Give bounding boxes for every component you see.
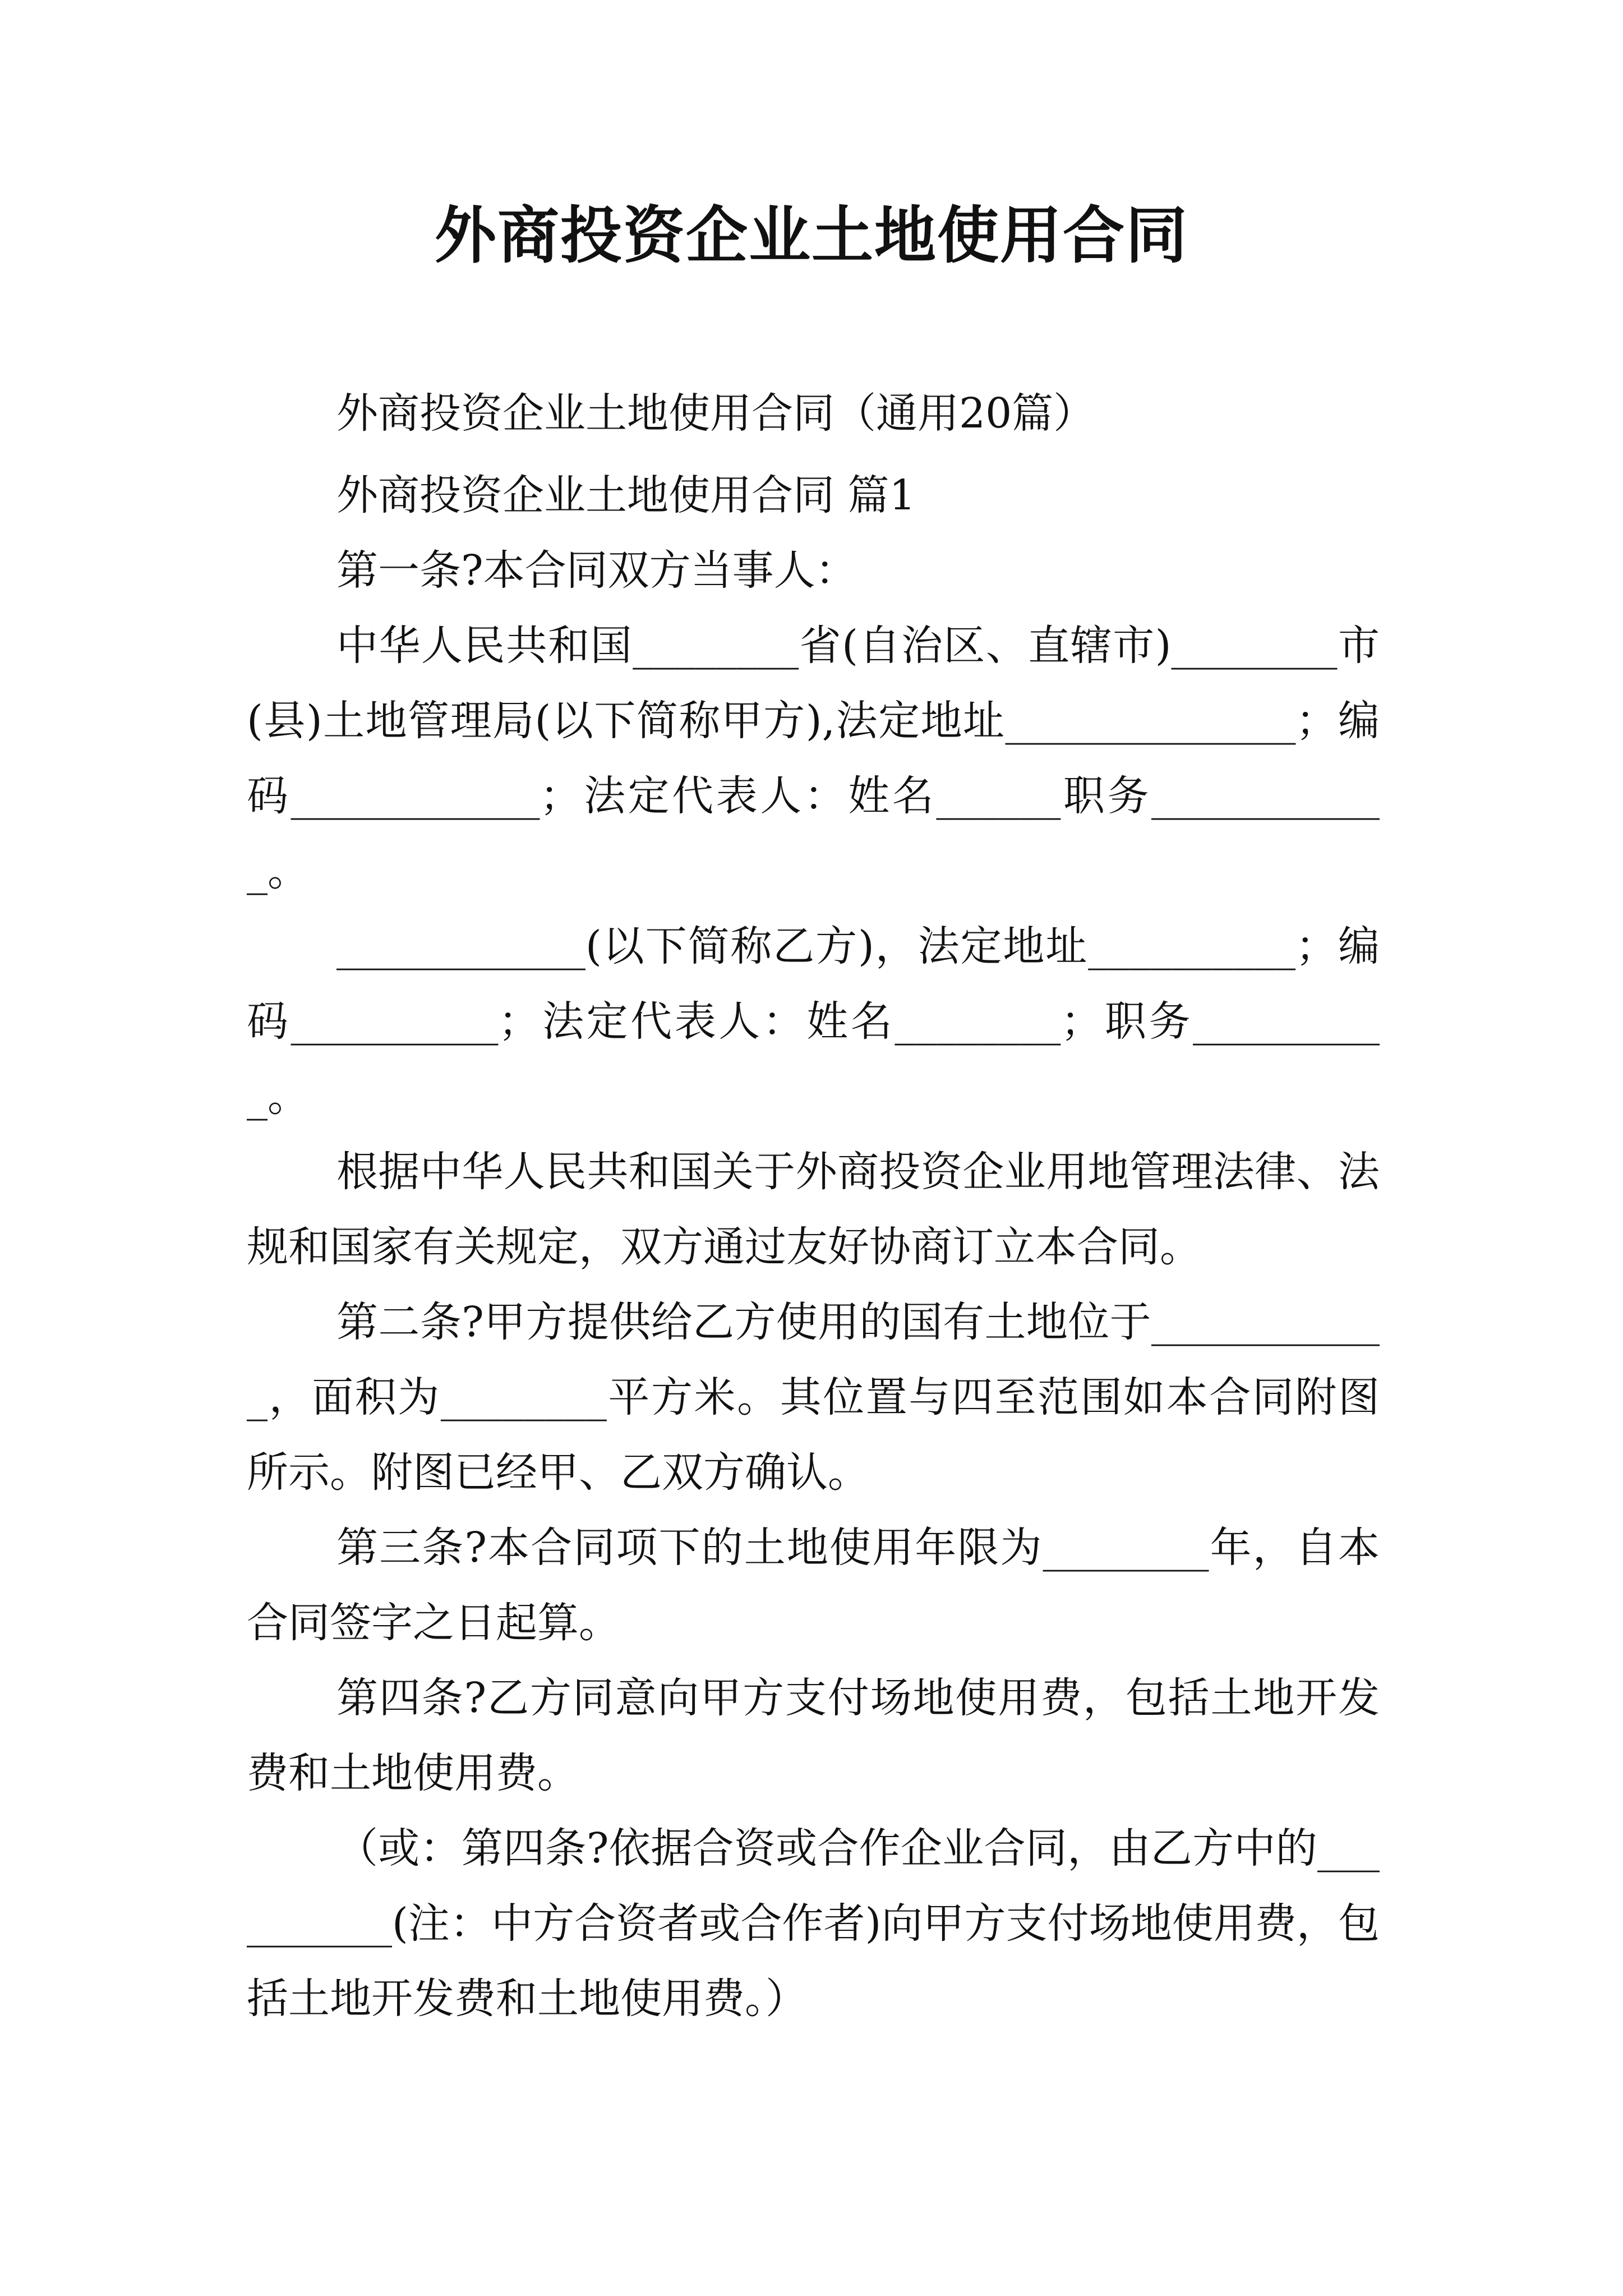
paragraph-section-heading: 外商投资企业土地使用合同 篇1 — [336, 471, 916, 519]
paragraph-article-2: 第二条?甲方提供给乙方使用的国有土地位于____________，面积为________平方米。其位置与四至范围如本合同附图所示。附图已经甲、乙双方确认。 — [247, 1298, 1380, 1497]
paragraph-article-4-alt: （或：第四条?依据合资或合作企业合同，由乙方中的__________(注：中方合资者或合作者)向甲方支付场地使用费，包括土地开发费和土地使用费。） — [247, 1824, 1380, 2023]
paragraph-party-a: 中华人民共和国________省(自治区、直辖市)________市(县)土地管理局(以下简称甲方),法定地址______________；编码____________；法定代表人：姓名______职务____________。 — [247, 622, 1380, 895]
paragraph-article-4: 第四条?乙方同意向甲方支付场地使用费，包括土地开发费和土地使用费。 — [247, 1674, 1380, 1797]
paragraph-basis: 根据中华人民共和国关于外商投资企业用地管理法律、法规和国家有关规定，双方通过友好协商订立本合同。 — [247, 1148, 1380, 1271]
paragraph-article-1: 第一条?本合同双方当事人： — [336, 546, 857, 595]
paragraph-party-b: ____________(以下简称乙方)，法定地址__________；编码__________；法定代表人：姓名________；职务__________。 — [247, 922, 1380, 1121]
paragraph-article-3: 第三条?本合同项下的土地使用年限为________年，自本合同签字之日起算。 — [247, 1524, 1380, 1647]
document-title: 外商投资企业土地使用合同 — [435, 199, 1188, 272]
paragraph-subtitle: 外商投资企业土地使用合同（通用20篇） — [336, 389, 1095, 438]
document-body — [247, 376, 1380, 2036]
